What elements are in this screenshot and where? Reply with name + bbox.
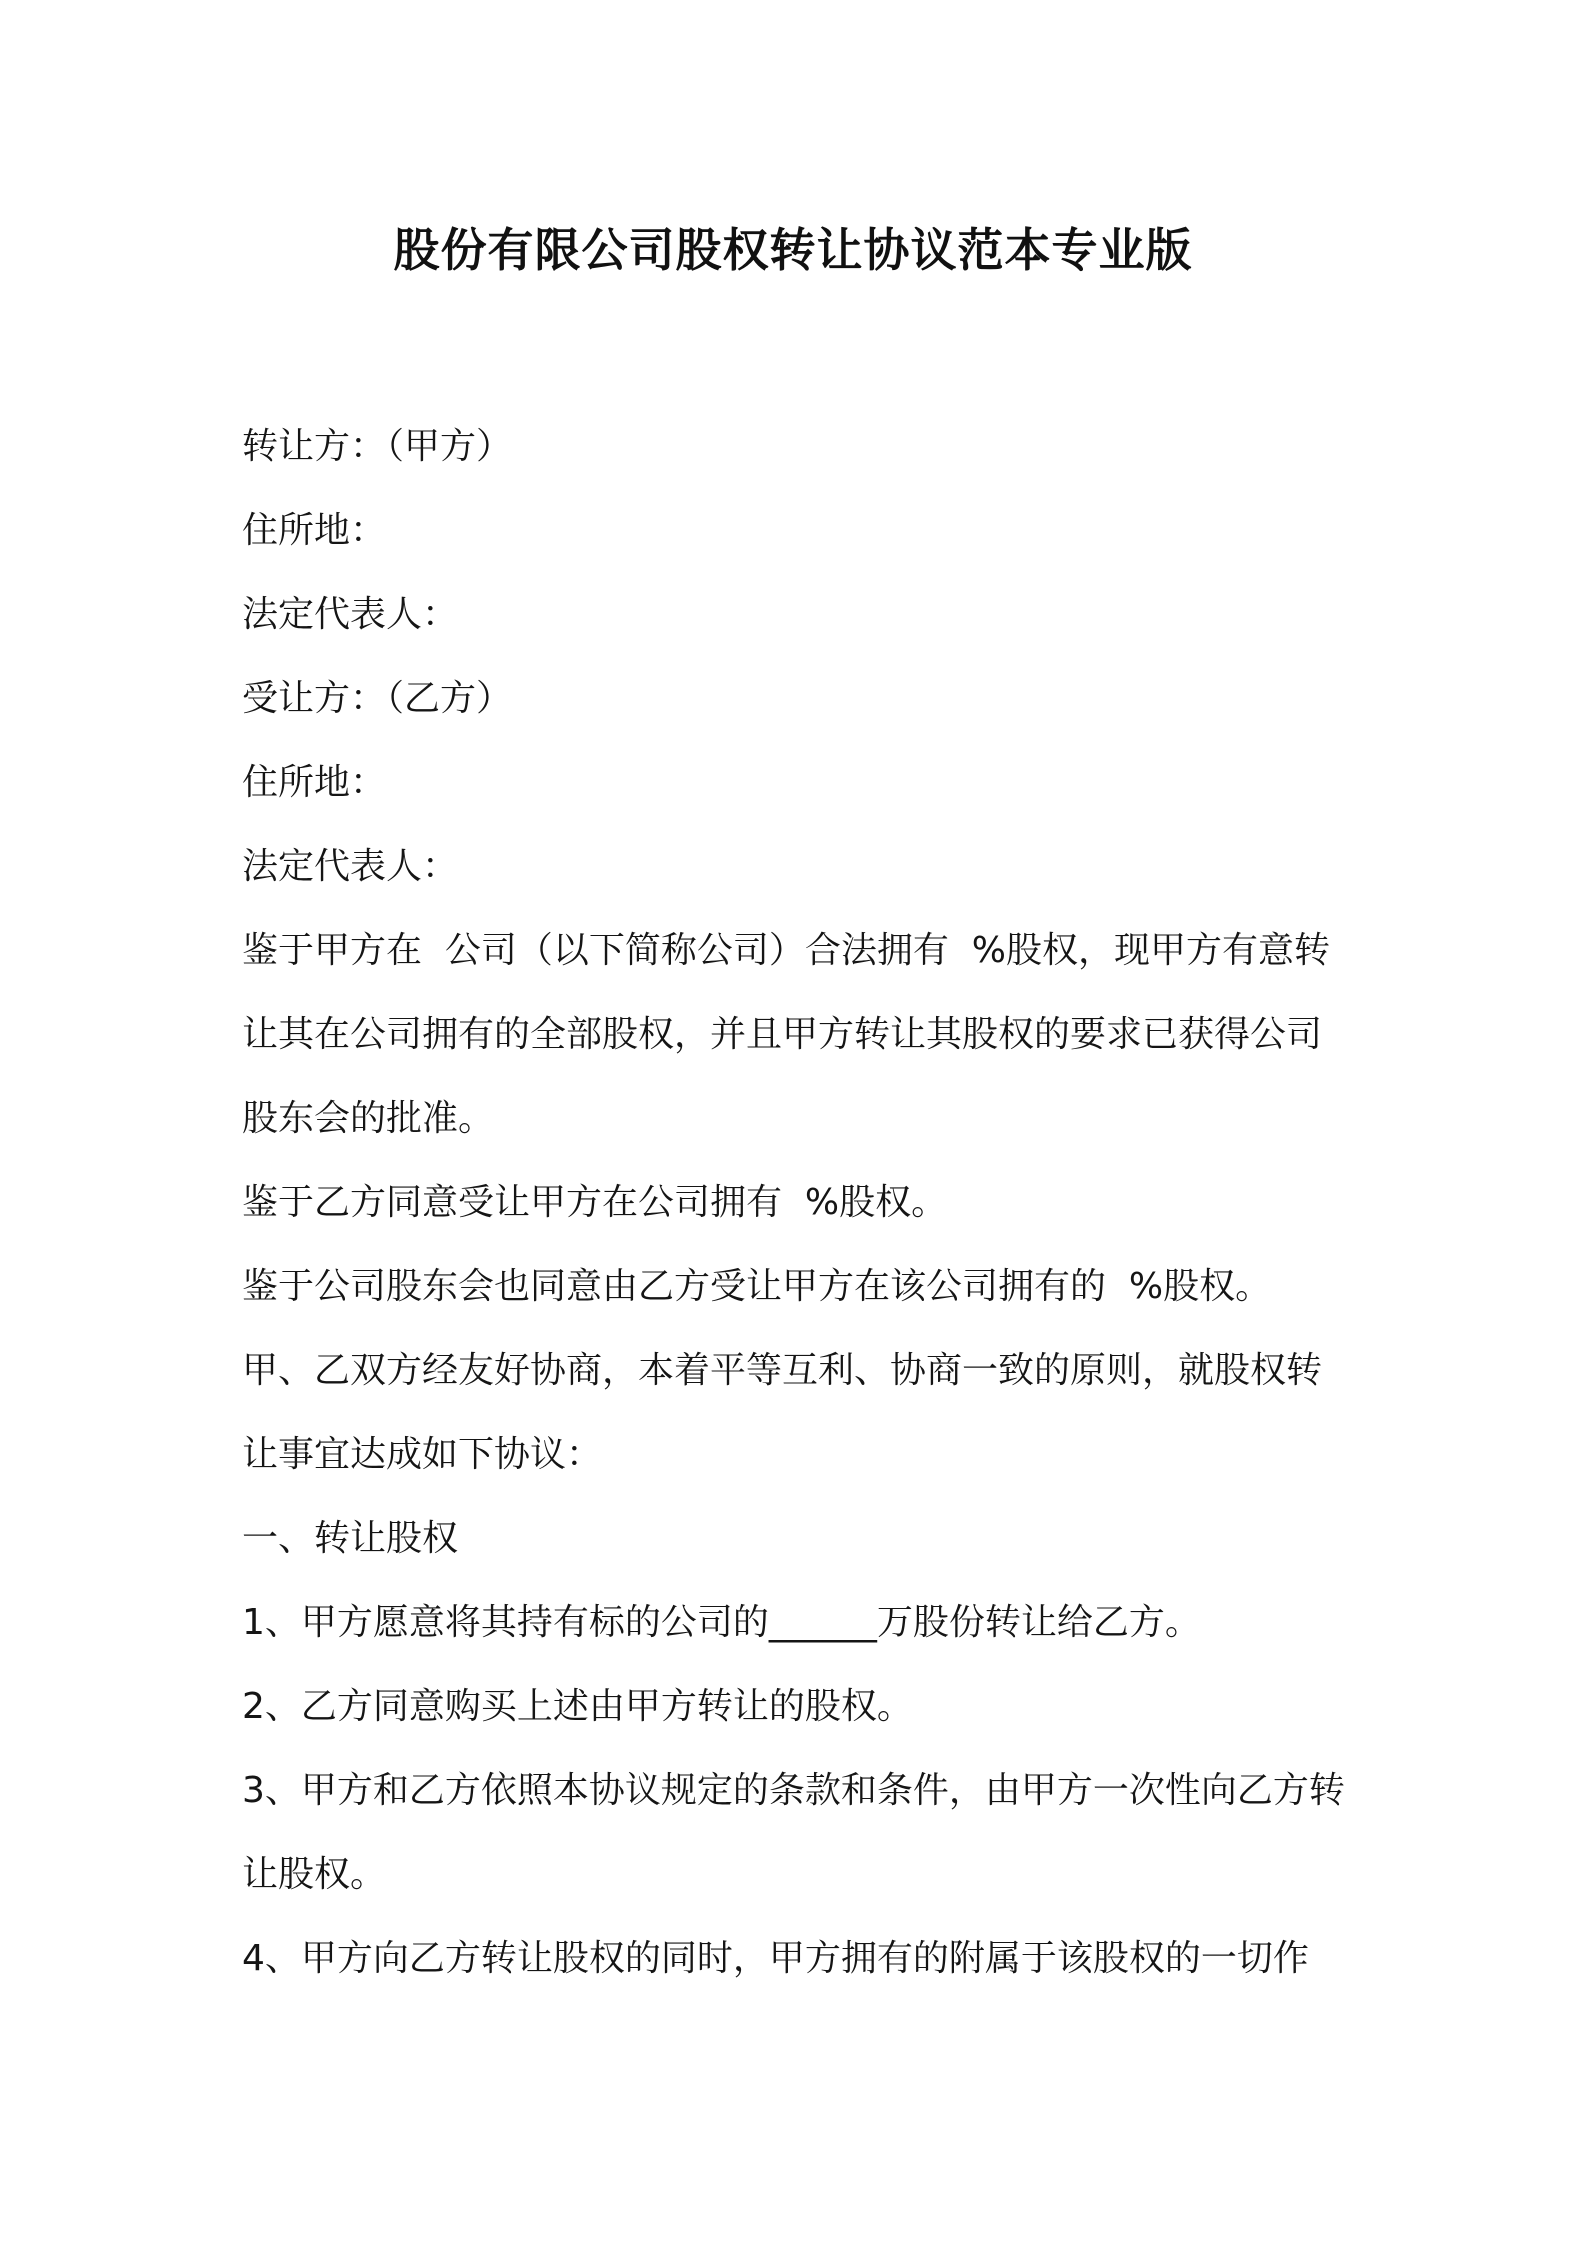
clause-2: 2、乙方同意购买上述由甲方转让的股权。 (242, 1686, 913, 1727)
clause-4: 4、甲方向乙方转让股权的同时，甲方拥有的附属于该股权的一切作 (242, 1938, 1309, 1979)
recital-2: 鉴于乙方同意受让甲方在公司拥有 %股权。 (242, 1182, 948, 1223)
party-b-label: 受让方：（乙方） (242, 678, 513, 719)
party-a-label: 转让方：（甲方） (242, 426, 513, 467)
section-heading-transfer: 一、转让股权 (242, 1518, 459, 1559)
recital-4: 甲、乙双方经友好协商，本着平等互利、协商一致的原则，就股权转让事宜达成如下协议： (242, 1350, 1323, 1475)
document-body (242, 405, 1354, 2001)
party-b-representative: 法定代表人： (242, 846, 459, 887)
recital-3: 鉴于公司股东会也同意由乙方受让甲方在该公司拥有的 %股权。 (242, 1266, 1272, 1307)
party-b-address: 住所地： (242, 762, 387, 803)
document-title: 股份有限公司股权转让协议范本专业版 (393, 223, 1193, 277)
clause-1: 1、甲方愿意将其持有标的公司的______万股份转让给乙方。 (242, 1602, 1201, 1643)
party-a-representative: 法定代表人： (242, 594, 459, 635)
party-a-address: 住所地： (242, 510, 387, 551)
clause-3: 3、甲方和乙方依照本协议规定的条款和条件，由甲方一次性向乙方转让股权。 (242, 1770, 1345, 1895)
recital-1: 鉴于甲方在 公司（以下简称公司）合法拥有 %股权，现甲方有意转让其在公司拥有的全部股权，并且甲方转让其股权的要求已获得公司股东会的批准。 (242, 930, 1330, 1139)
